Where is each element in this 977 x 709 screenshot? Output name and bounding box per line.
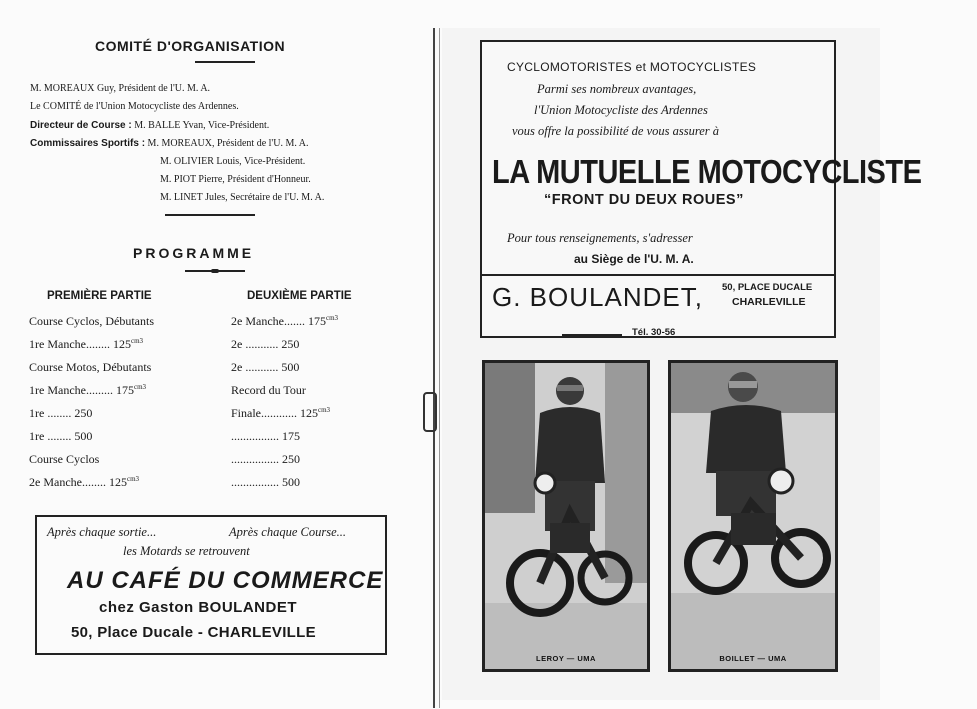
comite-title: COMITÉ D'ORGANISATION <box>95 38 286 54</box>
commissaire-2: M. OLIVIER Louis, Vice-Président. <box>160 156 306 167</box>
commissaire-4: M. LINET Jules, Secrétaire de l'U. M. A. <box>160 192 325 203</box>
motorcycle-rider-image <box>485 363 647 669</box>
ornament-rule <box>195 61 255 63</box>
left-page <box>15 28 425 700</box>
programme-line: 2e Manche........ $125^{cm3}$ <box>29 475 140 489</box>
directeur-value: M. BALLE Yvan, Vice-Président. <box>134 120 270 131</box>
rider-photo-leroy <box>482 360 650 672</box>
commissaires-line <box>30 138 309 149</box>
ad-telephone: Tél. 30-56 <box>632 327 676 338</box>
cafe-name: AU CAFÉ DU COMMERCE <box>67 567 384 594</box>
cafe-address: 50, Place Ducale - CHARLEVILLE <box>71 624 316 641</box>
ad-agent-address: 50, PLACE DUCALE <box>722 282 813 293</box>
ad-divider <box>482 274 834 276</box>
directeur-label: Directeur de Course : <box>30 120 132 131</box>
cafe-line-course: Après chaque Course... <box>229 525 346 539</box>
programme-line: 2e ........... 250 <box>231 337 300 351</box>
mutuelle-advert <box>480 40 922 338</box>
programme-line: Record du Tour <box>231 383 306 397</box>
commissaire-3: M. PIOT Pierre, Président d'Honneur. <box>160 174 311 185</box>
programme-line: Finale............ $125^{cm3}$ <box>231 406 331 420</box>
staple-clip <box>423 392 437 432</box>
ad-agent-name: G. BOULANDET, <box>492 282 703 312</box>
ad-heading: CYCLOMOTORISTES et MOTOCYCLISTES <box>507 60 757 74</box>
ornament-rule <box>165 214 255 216</box>
programme-line: 1re ........ 500 <box>29 429 93 443</box>
directeur-line <box>30 120 269 131</box>
programme-line: 1re ........ 250 <box>29 406 93 420</box>
programme-line: 2e ........... 500 <box>231 360 300 374</box>
photo-caption: BOILLET — UMA <box>719 654 787 663</box>
ornament-rule <box>562 334 622 336</box>
ad-renseignements: Pour tous renseignements, s'adresser <box>507 231 693 245</box>
programme-line: 1re Manche........ $125^{cm3}$ <box>29 337 144 351</box>
ad-agent-city: CHARLEVILLE <box>732 296 806 308</box>
programme-line: ................ 500 <box>231 475 300 489</box>
cafe-advert <box>35 515 387 655</box>
programme-line: 2e Manche....... $175^{cm3}$ <box>231 314 339 328</box>
programme-line: Course Motos, Débutants <box>29 360 152 374</box>
comite-line-president: M. MOREAUX Guy, Président de l'U. M. A. <box>30 83 211 94</box>
page-fold <box>433 28 435 708</box>
programme-line: ................ 175 <box>231 429 300 443</box>
deuxieme-partie-title: DEUXIÈME PARTIE <box>247 290 352 302</box>
cafe-owner: chez Gaston BOULANDET <box>99 599 298 616</box>
premiere-partie-title: PREMIÈRE PARTIE <box>47 290 152 302</box>
cafe-line-motards: les Motards se retrouvent <box>123 544 250 558</box>
comite-line-comite: Le COMITÉ de l'Union Motocycliste des Ardennes. <box>30 101 239 112</box>
programme-title: PROGRAMME <box>133 245 255 261</box>
ad-script-line: vous offre la possibilité de vous assurer à <box>512 124 720 138</box>
cafe-line-sortie: Après chaque sortie... <box>47 525 157 539</box>
ad-script-line: Parmi ses nombreux avantages, <box>537 82 697 96</box>
ad-mutuelle-title: LA MUTUELLE MOTOCYCLISTE <box>492 154 922 191</box>
ornament-dot <box>211 269 219 273</box>
programme-line: ................ 250 <box>231 452 300 466</box>
programme-line: Course Cyclos, Débutants <box>29 314 154 328</box>
ad-siege: au Siège de l'U. M. A. <box>574 252 694 266</box>
right-page <box>442 28 922 700</box>
ad-script-line: l'Union Motocycliste des Ardennes <box>534 103 708 117</box>
commissaire-1: M. MOREAUX, Président de l'U. M. A. <box>147 138 309 149</box>
photo-caption: LEROY — UMA <box>536 654 596 663</box>
rider-photo-boillet <box>668 360 838 672</box>
page-fold-shadow <box>439 28 440 708</box>
programme-line: 1re Manche......... $175^{cm3}$ <box>29 383 147 397</box>
programme-line: Course Cyclos <box>29 452 100 466</box>
motorcycle-rider-image <box>671 363 835 669</box>
commissaires-label: Commissaires Sportifs : <box>30 138 146 149</box>
ad-slogan: “FRONT DU DEUX ROUES” <box>544 192 744 208</box>
